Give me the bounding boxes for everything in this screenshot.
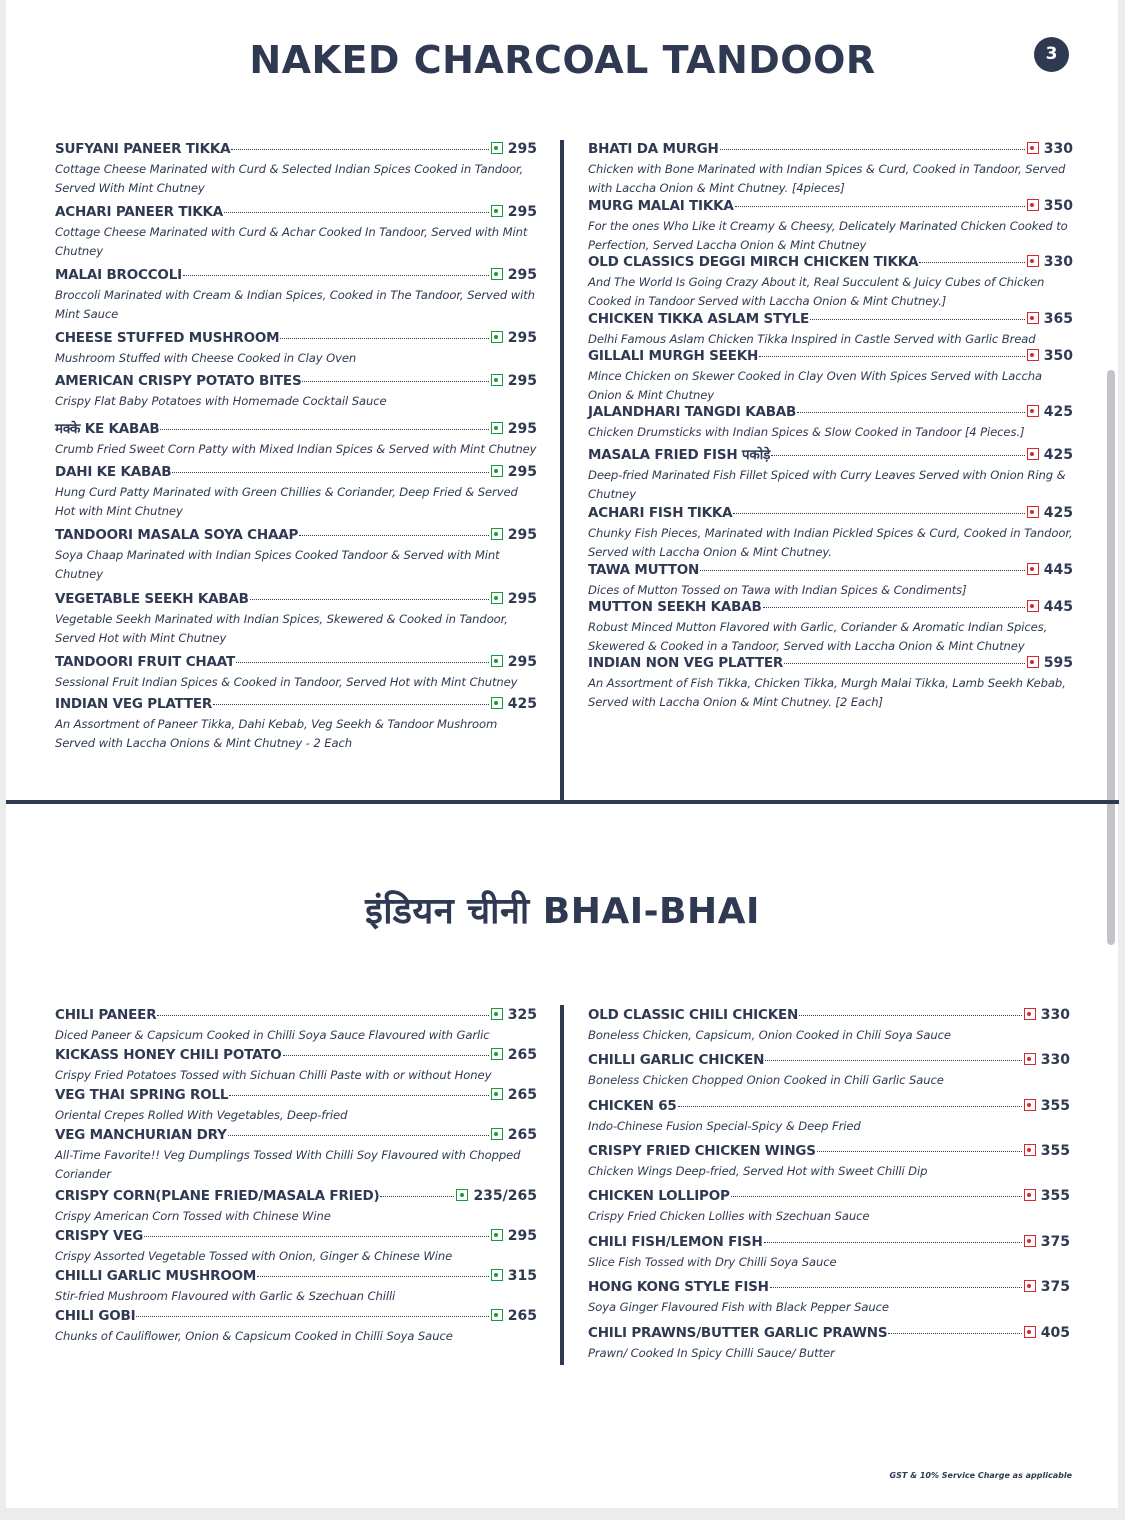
menu-item-description: Indo-Chinese Fusion Special-Spicy & Deep Fried bbox=[588, 1119, 861, 1133]
menu-item bbox=[55, 1087, 537, 1125]
dot-leader bbox=[157, 1015, 488, 1016]
menu-item-description: Mushroom Stuffed with Cheese Cooked in Clay Oven bbox=[55, 351, 357, 365]
menu-item-description: Dices of Mutton Tossed on Tawa with Indian Spices & Condiments] bbox=[588, 583, 967, 597]
menu-item-row bbox=[588, 1098, 1070, 1114]
menu-item-name: CHILLI GARLIC MUSHROOM bbox=[55, 1268, 257, 1284]
menu-item-price: 295 bbox=[507, 1228, 537, 1244]
dot-leader bbox=[771, 455, 1025, 456]
menu-item bbox=[55, 591, 537, 648]
menu-item-name: VEGETABLE SEEKH KABAB bbox=[55, 591, 249, 607]
menu-item-row bbox=[588, 1143, 1070, 1159]
veg-mark-icon bbox=[491, 528, 503, 540]
menu-item-price: 365 bbox=[1043, 311, 1073, 327]
non-veg-mark-icon bbox=[1027, 448, 1039, 460]
menu-item-name: CHILLI GARLIC CHICKEN bbox=[588, 1052, 765, 1068]
menu-item bbox=[55, 527, 537, 584]
menu-item bbox=[588, 1098, 1070, 1136]
dot-leader bbox=[229, 1095, 488, 1096]
menu-item-price: 265 bbox=[507, 1308, 537, 1324]
menu-item-description: Deep-fried Marinated Fish Fillet Spiced with Curry Leaves Served with Onion Ring & Chutney bbox=[588, 468, 1066, 501]
dot-leader bbox=[228, 1135, 489, 1136]
menu-item-description: Boneless Chicken Chopped Onion Cooked in Chili Garlic Sauce bbox=[588, 1073, 944, 1087]
menu-item bbox=[588, 1234, 1070, 1272]
dot-leader bbox=[763, 607, 1025, 608]
menu-item-name: CHILI PRAWNS/BUTTER GARLIC PRAWNS bbox=[588, 1325, 888, 1341]
menu-item-price: 295 bbox=[507, 141, 537, 157]
menu-item-row bbox=[588, 404, 1073, 420]
menu-item-row bbox=[55, 654, 537, 670]
menu-item-name: CRISPY FRIED CHICKEN WINGS bbox=[588, 1143, 816, 1159]
veg-mark-icon bbox=[491, 205, 503, 217]
scrollbar-thumb[interactable] bbox=[1107, 370, 1115, 945]
menu-item-name: CRISPY CORN(PLANE FRIED/MASALA FRIED) bbox=[55, 1188, 380, 1204]
menu-item-row bbox=[588, 311, 1073, 327]
menu-item bbox=[588, 1052, 1070, 1090]
menu-item bbox=[588, 1279, 1070, 1317]
menu-item-name: TANDOORI MASALA SOYA CHAAP bbox=[55, 527, 299, 543]
veg-mark-icon bbox=[491, 1008, 503, 1020]
dot-leader bbox=[799, 1015, 1022, 1016]
menu-item-row bbox=[588, 198, 1073, 214]
menu-item-price: 350 bbox=[1043, 198, 1073, 214]
menu-item-price: 295 bbox=[507, 654, 537, 670]
menu-item-description: Mince Chicken on Skewer Cooked in Clay Oven With Spices Served with Laccha Onion & Mint Chutney bbox=[588, 369, 1043, 402]
menu-item-row bbox=[55, 527, 537, 543]
menu-item-price: 295 bbox=[507, 421, 537, 437]
dot-leader bbox=[810, 319, 1025, 320]
menu-item-row bbox=[588, 1052, 1070, 1068]
dot-leader bbox=[919, 262, 1024, 263]
dot-leader bbox=[784, 663, 1025, 664]
veg-mark-icon bbox=[491, 331, 503, 343]
column-divider bbox=[560, 1005, 564, 1365]
non-veg-mark-icon bbox=[1027, 600, 1039, 612]
menu-item-row bbox=[55, 1127, 537, 1143]
menu-item bbox=[55, 696, 537, 753]
section-title-indian-chinese: इंडियन चीनी BHAI-BHAI bbox=[365, 891, 760, 932]
menu-item-description: An Assortment of Fish Tikka, Chicken Tikka, Murgh Malai Tikka, Lamb Seekh Kebab, Served with Laccha Onion & Mint Chutney. [2 Each] bbox=[588, 676, 1066, 709]
menu-item-name: VEG MANCHURIAN DRY bbox=[55, 1127, 227, 1143]
menu-item-description: Robust Minced Mutton Flavored with Garlic, Coriander & Aromatic Indian Spices, Skewered & Cooked in a Tandoor, Served with Laccha Onion & Mint Chutney bbox=[588, 620, 1048, 653]
dot-leader bbox=[765, 1060, 1022, 1061]
menu-item-name: CHICKEN LOLLIPOP bbox=[588, 1188, 730, 1204]
menu-item-description: All-Time Favorite!! Veg Dumplings Tossed With Chilli Soy Flavoured with Chopped Coriander bbox=[55, 1148, 521, 1181]
veg-mark-icon bbox=[491, 1269, 503, 1281]
menu-item-row bbox=[55, 591, 537, 607]
menu-item-price: 330 bbox=[1043, 141, 1073, 157]
menu-item-name: मक्के KE KABAB bbox=[55, 421, 160, 437]
menu-item-price: 295 bbox=[507, 267, 537, 283]
menu-item-name: MALAI BROCCOLI bbox=[55, 267, 182, 283]
dot-leader bbox=[720, 149, 1025, 150]
menu-item-price: 325 bbox=[507, 1007, 537, 1023]
menu-item-description: Stir-fried Mushroom Flavoured with Garlic & Szechuan Chilli bbox=[55, 1289, 396, 1303]
menu-item-price: 295 bbox=[507, 330, 537, 346]
menu-item-price: 295 bbox=[507, 527, 537, 543]
menu-item-description: Chunks of Cauliflower, Onion & Capsicum Cooked in Chilli Soya Sauce bbox=[55, 1329, 453, 1343]
menu-item-row bbox=[55, 330, 537, 346]
menu-item-name: CHILI GOBI bbox=[55, 1308, 136, 1324]
veg-mark-icon bbox=[491, 1128, 503, 1140]
menu-item-row bbox=[588, 655, 1073, 671]
dot-leader bbox=[299, 535, 489, 536]
veg-mark-icon bbox=[491, 1229, 503, 1241]
menu-item-description: Cottage Cheese Marinated with Curd & Selected Indian Spices Cooked in Tandoor, Served With Mint Chutney bbox=[55, 162, 524, 195]
menu-item-row bbox=[588, 1279, 1070, 1295]
non-veg-mark-icon bbox=[1027, 142, 1039, 154]
dot-leader bbox=[213, 704, 489, 705]
veg-mark-icon bbox=[491, 422, 503, 434]
dot-leader bbox=[224, 212, 489, 213]
menu-item-name: CRISPY VEG bbox=[55, 1228, 144, 1244]
menu-item-price: 355 bbox=[1040, 1143, 1070, 1159]
non-veg-mark-icon bbox=[1027, 563, 1039, 575]
menu-item-price: 265 bbox=[507, 1127, 537, 1143]
menu-item-description: Delhi Famous Aslam Chicken Tikka Inspired in Castle Served with Garlic Bread bbox=[588, 332, 1036, 346]
menu-item-description: Diced Paneer & Capsicum Cooked in Chilli Soya Sauce Flavoured with Garlic bbox=[55, 1028, 490, 1042]
section-divider bbox=[6, 800, 1119, 804]
menu-item-row bbox=[55, 1087, 537, 1103]
non-veg-mark-icon bbox=[1027, 255, 1039, 267]
menu-item bbox=[55, 330, 537, 368]
menu-item-description: Crispy Flat Baby Potatoes with Homemade Cocktail Sauce bbox=[55, 394, 387, 408]
menu-item bbox=[588, 404, 1073, 442]
menu-item bbox=[55, 419, 537, 459]
menu-item-name: VEG THAI SPRING ROLL bbox=[55, 1087, 229, 1103]
menu-item-name: DAHI KE KABAB bbox=[55, 464, 172, 480]
menu-item-price: 595 bbox=[1043, 655, 1073, 671]
dot-leader bbox=[759, 356, 1025, 357]
menu-item-name: CHILI FISH/LEMON FISH bbox=[588, 1234, 763, 1250]
menu-item-row bbox=[588, 599, 1073, 615]
menu-item-row bbox=[588, 348, 1073, 364]
menu-item-description: Chicken with Bone Marinated with Indian Spices & Curd, Cooked in Tandoor, Served with Laccha Onion & Mint Chutney. [4pieces] bbox=[588, 162, 1066, 195]
non-veg-mark-icon bbox=[1027, 199, 1039, 211]
dot-leader bbox=[700, 570, 1025, 571]
section-title-tandoor: NAKED CHARCOAL TANDOOR bbox=[249, 38, 876, 82]
menu-item-name: TAWA MUTTON bbox=[588, 562, 700, 578]
menu-item-price: 265 bbox=[507, 1087, 537, 1103]
menu-item-name: OLD CLASSICS DEGGI MIRCH CHICKEN TIKKA bbox=[588, 254, 919, 270]
menu-item bbox=[588, 1143, 1070, 1181]
menu-item-name: MASALA FRIED FISH पकोड़े bbox=[588, 447, 771, 463]
menu-item-name: CHICKEN TIKKA ASLAM STYLE bbox=[588, 311, 810, 327]
non-veg-mark-icon bbox=[1024, 1235, 1036, 1247]
menu-item-description: Vegetable Seekh Marinated with Indian Spices, Skewered & Cooked in Tandoor, Served Hot with Mint Chutney bbox=[55, 612, 508, 645]
non-veg-mark-icon bbox=[1024, 1099, 1036, 1111]
menu-item bbox=[55, 373, 537, 411]
menu-item-description: Slice Fish Tossed with Dry Chilli Soya Sauce bbox=[588, 1255, 837, 1269]
menu-item-description: Crispy Fried Chicken Lollies with Szechuan Sauce bbox=[588, 1209, 870, 1223]
menu-item-row bbox=[55, 373, 537, 389]
menu-item bbox=[588, 655, 1073, 712]
veg-mark-icon bbox=[491, 1048, 503, 1060]
dot-leader bbox=[280, 338, 488, 339]
menu-item-description: And The World Is Going Crazy About it, Real Succulent & Juicy Cubes of Chicken Cooked in Tandoor Served with Laccha Onion & Mint Chutney.] bbox=[588, 275, 1045, 308]
menu-item-name: INDIAN VEG PLATTER bbox=[55, 696, 213, 712]
veg-mark-icon bbox=[491, 142, 503, 154]
dot-leader bbox=[136, 1316, 488, 1317]
menu-item-name: ACHARI FISH TIKKA bbox=[588, 505, 733, 521]
menu-item-row bbox=[588, 1007, 1070, 1023]
menu-item-row bbox=[55, 1228, 537, 1244]
dot-leader bbox=[764, 1242, 1022, 1243]
menu-item-name: JALANDHARI TANGDI KABAB bbox=[588, 404, 797, 420]
menu-item-price: 375 bbox=[1040, 1279, 1070, 1295]
menu-item-description: Prawn/ Cooked In Spicy Chilli Sauce/ Butter bbox=[588, 1346, 835, 1360]
menu-item-description: Chicken Wings Deep-fried, Served Hot with Sweet Chilli Dip bbox=[588, 1164, 928, 1178]
menu-item-row bbox=[588, 1188, 1070, 1204]
menu-item-row bbox=[55, 1188, 537, 1204]
veg-mark-icon bbox=[491, 465, 503, 477]
menu-item-description: Soya Ginger Flavoured Fish with Black Pepper Sauce bbox=[588, 1300, 889, 1314]
menu-item-price: 295 bbox=[507, 373, 537, 389]
menu-item bbox=[55, 204, 537, 261]
menu-item bbox=[588, 254, 1073, 311]
dot-leader bbox=[172, 472, 488, 473]
dot-leader bbox=[250, 599, 489, 600]
non-veg-mark-icon bbox=[1024, 1144, 1036, 1156]
menu-item bbox=[55, 267, 537, 324]
menu-item-price: 425 bbox=[1043, 505, 1073, 521]
menu-item-price: 295 bbox=[507, 464, 537, 480]
menu-item-row bbox=[55, 464, 537, 480]
menu-item bbox=[588, 141, 1073, 198]
menu-item-description: Crumb Fried Sweet Corn Patty with Mixed Indian Spices & Served with Mint Chutney bbox=[55, 442, 537, 456]
veg-mark-icon bbox=[456, 1189, 468, 1201]
non-veg-mark-icon bbox=[1024, 1189, 1036, 1201]
dot-leader bbox=[817, 1151, 1022, 1152]
non-veg-mark-icon bbox=[1024, 1280, 1036, 1292]
dot-leader bbox=[144, 1236, 489, 1237]
menu-item bbox=[588, 348, 1073, 405]
menu-item-description: Soya Chaap Marinated with Indian Spices Cooked Tandoor & Served with Mint Chutney bbox=[55, 548, 500, 581]
menu-item-description: Cottage Cheese Marinated with Curd & Achar Cooked In Tandoor, Served with Mint Chutney bbox=[55, 225, 528, 258]
menu-item bbox=[55, 1308, 537, 1346]
dot-leader bbox=[257, 1276, 489, 1277]
menu-item-row bbox=[588, 141, 1073, 157]
menu-item-price: 265 bbox=[507, 1047, 537, 1063]
menu-item-price: 375 bbox=[1040, 1234, 1070, 1250]
dot-leader bbox=[770, 1287, 1022, 1288]
menu-item-price: 330 bbox=[1043, 254, 1073, 270]
menu-item bbox=[588, 1007, 1070, 1045]
veg-mark-icon bbox=[491, 697, 503, 709]
menu-item bbox=[588, 505, 1073, 562]
menu-item-description: Sessional Fruit Indian Spices & Cooked in Tandoor, Served Hot with Mint Chutney bbox=[55, 675, 518, 689]
menu-item-name: OLD CLASSIC CHILI CHICKEN bbox=[588, 1007, 799, 1023]
menu-item-description: Chunky Fish Pieces, Marinated with Indian Pickled Spices & Curd, Cooked in Tandoor, Served with Laccha Onion & Mint Chutney. bbox=[588, 526, 1073, 559]
menu-item bbox=[55, 1188, 537, 1226]
non-veg-mark-icon bbox=[1024, 1326, 1036, 1338]
menu-item-description: Crispy Fried Potatoes Tossed with Sichuan Chilli Paste with or without Honey bbox=[55, 1068, 492, 1082]
menu-item-name: MUTTON SEEKH KABAB bbox=[588, 599, 762, 615]
menu-item-row bbox=[55, 1047, 537, 1063]
menu-item bbox=[588, 562, 1073, 600]
non-veg-mark-icon bbox=[1024, 1053, 1036, 1065]
menu-item-name: CHEESE STUFFED MUSHROOM bbox=[55, 330, 280, 346]
menu-item-row bbox=[588, 562, 1073, 578]
menu-item-price: 355 bbox=[1040, 1098, 1070, 1114]
menu-item-row bbox=[55, 696, 537, 712]
menu-item-description: Crispy American Corn Tossed with Chinese Wine bbox=[55, 1209, 331, 1223]
page-number-badge: 3 bbox=[1034, 37, 1069, 72]
menu-item-price: 235/265 bbox=[473, 1188, 537, 1204]
service-charge-note: GST & 10% Service Charge as applicable bbox=[889, 1471, 1072, 1480]
menu-item-description: Hung Curd Patty Marinated with Green Chillies & Coriander, Deep Fried & Served Hot with Mint Chutney bbox=[55, 485, 518, 518]
menu-item-row bbox=[588, 1234, 1070, 1250]
dot-leader bbox=[731, 1196, 1022, 1197]
menu-item-price: 425 bbox=[1043, 404, 1073, 420]
menu-item-row bbox=[588, 445, 1073, 463]
menu-item-price: 425 bbox=[1043, 447, 1073, 463]
non-veg-mark-icon bbox=[1027, 405, 1039, 417]
menu-item-price: 425 bbox=[507, 696, 537, 712]
dot-leader bbox=[797, 412, 1025, 413]
menu-item bbox=[55, 141, 537, 198]
menu-item bbox=[588, 1188, 1070, 1226]
menu-item-name: CHILI PANEER bbox=[55, 1007, 157, 1023]
menu-item-name: GILLALI MURGH SEEKH bbox=[588, 348, 759, 364]
dot-leader bbox=[735, 206, 1025, 207]
dot-leader bbox=[283, 1055, 489, 1056]
menu-item bbox=[55, 1228, 537, 1266]
column-divider bbox=[560, 140, 564, 802]
veg-mark-icon bbox=[491, 268, 503, 280]
menu-item-row bbox=[588, 1325, 1070, 1341]
menu-item-row bbox=[55, 141, 537, 157]
menu-item-name: TANDOORI FRUIT CHAAT bbox=[55, 654, 235, 670]
menu-item-price: 445 bbox=[1043, 562, 1073, 578]
menu-item bbox=[55, 1047, 537, 1085]
menu-item-price: 350 bbox=[1043, 348, 1073, 364]
menu-item-row bbox=[55, 267, 537, 283]
menu-item-name: KICKASS HONEY CHILI POTATO bbox=[55, 1047, 282, 1063]
dot-leader bbox=[678, 1106, 1022, 1107]
menu-item-description: Chicken Drumsticks with Indian Spices & Slow Cooked in Tandoor [4 Pieces.] bbox=[588, 425, 1025, 439]
menu-item bbox=[588, 198, 1073, 255]
menu-item-row bbox=[588, 505, 1073, 521]
menu-item-row bbox=[55, 1308, 537, 1324]
menu-item bbox=[55, 1127, 537, 1184]
menu-item-price: 295 bbox=[507, 591, 537, 607]
menu-item-price: 445 bbox=[1043, 599, 1073, 615]
menu-item-row bbox=[55, 1007, 537, 1023]
dot-leader bbox=[888, 1333, 1021, 1334]
menu-item-description: Boneless Chicken, Capsicum, Onion Cooked in Chili Soya Sauce bbox=[588, 1028, 951, 1042]
menu-item-name: AMERICAN CRISPY POTATO BITES bbox=[55, 373, 302, 389]
menu-item bbox=[588, 445, 1073, 504]
menu-item bbox=[588, 599, 1073, 656]
dot-leader bbox=[302, 381, 488, 382]
non-veg-mark-icon bbox=[1027, 656, 1039, 668]
dot-leader bbox=[160, 429, 488, 430]
menu-item-name: CHICKEN 65 bbox=[588, 1098, 677, 1114]
menu-item-name: SUFYANI PANEER TIKKA bbox=[55, 141, 231, 157]
menu-item-price: 330 bbox=[1040, 1052, 1070, 1068]
menu-item-name: INDIAN NON VEG PLATTER bbox=[588, 655, 784, 671]
menu-item bbox=[55, 464, 537, 521]
veg-mark-icon bbox=[491, 374, 503, 386]
menu-item-price: 315 bbox=[507, 1268, 537, 1284]
menu-item-description: For the ones Who Like it Creamy & Cheesy, Delicately Marinated Chicken Cooked to Perfection, Served Laccha Onion & Mint Chutney bbox=[588, 219, 1068, 252]
veg-mark-icon bbox=[491, 1088, 503, 1100]
menu-item bbox=[55, 1268, 537, 1306]
veg-mark-icon bbox=[491, 592, 503, 604]
menu-item-price: 330 bbox=[1040, 1007, 1070, 1023]
non-veg-mark-icon bbox=[1024, 1008, 1036, 1020]
menu-item-name: BHATI DA MURGH bbox=[588, 141, 719, 157]
dot-leader bbox=[733, 513, 1024, 514]
menu-item-price: 295 bbox=[507, 204, 537, 220]
menu-item-description: Crispy Assorted Vegetable Tossed with Onion, Ginger & Chinese Wine bbox=[55, 1249, 453, 1263]
menu-item-description: Oriental Crepes Rolled With Vegetables, Deep-fried bbox=[55, 1108, 348, 1122]
menu-item bbox=[588, 311, 1073, 349]
veg-mark-icon bbox=[491, 1309, 503, 1321]
menu-item-row bbox=[588, 254, 1073, 270]
non-veg-mark-icon bbox=[1027, 312, 1039, 324]
non-veg-mark-icon bbox=[1027, 349, 1039, 361]
menu-item-name: MURG MALAI TIKKA bbox=[588, 198, 734, 214]
menu-item-row bbox=[55, 1268, 537, 1284]
dot-leader bbox=[183, 275, 489, 276]
menu-item bbox=[588, 1325, 1070, 1363]
menu-item bbox=[55, 1007, 537, 1045]
menu-item-price: 405 bbox=[1040, 1325, 1070, 1341]
menu-item-price: 355 bbox=[1040, 1188, 1070, 1204]
dot-leader bbox=[380, 1196, 454, 1197]
menu-item-description: Broccoli Marinated with Cream & Indian Spices, Cooked in The Tandoor, Served with Mint Sauce bbox=[55, 288, 535, 321]
menu-item-name: HONG KONG STYLE FISH bbox=[588, 1279, 769, 1295]
non-veg-mark-icon bbox=[1027, 506, 1039, 518]
menu-item-row bbox=[55, 204, 537, 220]
menu-item-name: ACHARI PANEER TIKKA bbox=[55, 204, 223, 220]
menu-item bbox=[55, 654, 537, 692]
dot-leader bbox=[231, 149, 488, 150]
menu-item-description: An Assortment of Paneer Tikka, Dahi Kebab, Veg Seekh & Tandoor Mushroom Served with Laccha Onions & Mint Chutney - 2 Each bbox=[55, 717, 498, 750]
menu-item-row bbox=[55, 419, 537, 437]
veg-mark-icon bbox=[491, 655, 503, 667]
dot-leader bbox=[236, 662, 489, 663]
